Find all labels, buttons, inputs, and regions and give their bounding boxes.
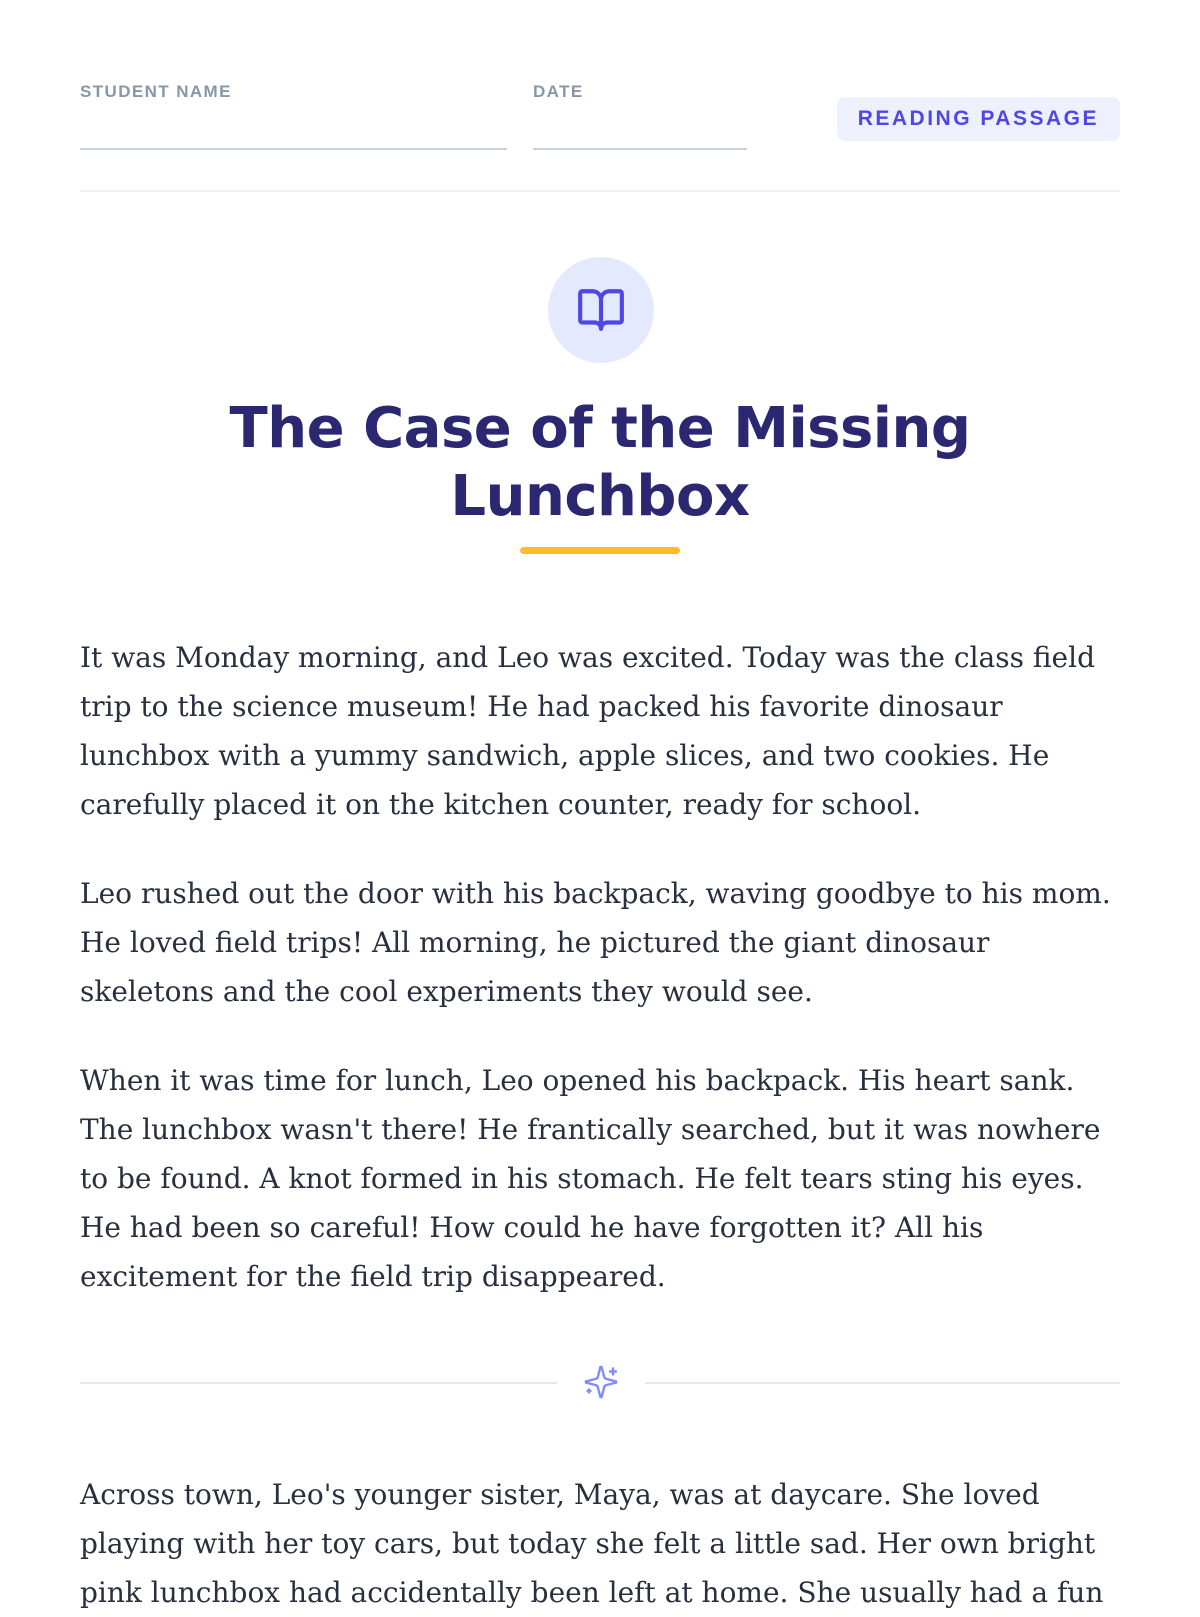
worksheet-header	[80, 0, 1120, 192]
passage-title-line-1: The Case of the Missing	[229, 396, 971, 461]
passage-title-line-2: Lunchbox	[450, 464, 750, 529]
passage-paragraph: When it was time for lunch, Leo opened his backpack. His heart sank. The lunchbox wasn't there! He frantically searched, but it was nowhere to be found. A knot formed in his stomach. He felt tears sting his eyes. He had been so careful! How could he have forgotten it? All his excitement for the field trip disappeared.	[80, 1064, 1101, 1293]
passage-paragraph: It was Monday morning, and Leo was excited. Today was the class field trip to the science museum! He had packed his favorite dinosaur lunchbox with a yummy sandwich, apple slices, and two cookies. He carefully placed it on the kitchen counter, ready for school.	[80, 641, 1095, 821]
worksheet-page	[80, 0, 1120, 1609]
date-field[interactable]	[533, 82, 747, 150]
divider-line-right	[645, 1382, 1120, 1384]
open-book-icon	[548, 257, 654, 363]
sparkle-icon	[583, 1364, 619, 1400]
reading-passage-badge: READING PASSAGE	[837, 97, 1120, 141]
passage-paragraph: Leo rushed out the door with his backpack, waving goodbye to his mom. He loved field trips! All morning, he pictured the giant dinosaur skeletons and the cool experiments they would see.	[80, 877, 1111, 1008]
section-divider	[80, 1360, 1120, 1400]
passage-title	[80, 395, 1120, 531]
student-name-line[interactable]	[80, 148, 507, 150]
student-name-field[interactable]	[80, 82, 507, 150]
date-label: DATE	[533, 82, 584, 101]
date-line[interactable]	[533, 148, 747, 150]
divider-line-left	[80, 1382, 557, 1384]
title-underline	[520, 547, 680, 554]
student-name-label: STUDENT NAME	[80, 82, 232, 101]
passage-paragraph: Across town, Leo's younger sister, Maya, was at daycare. She loved playing with her toy cars, but today she felt a little sad. Her own bright pink lunchbox had accidentally been left at home. She usually had a fun	[80, 1478, 1104, 1609]
